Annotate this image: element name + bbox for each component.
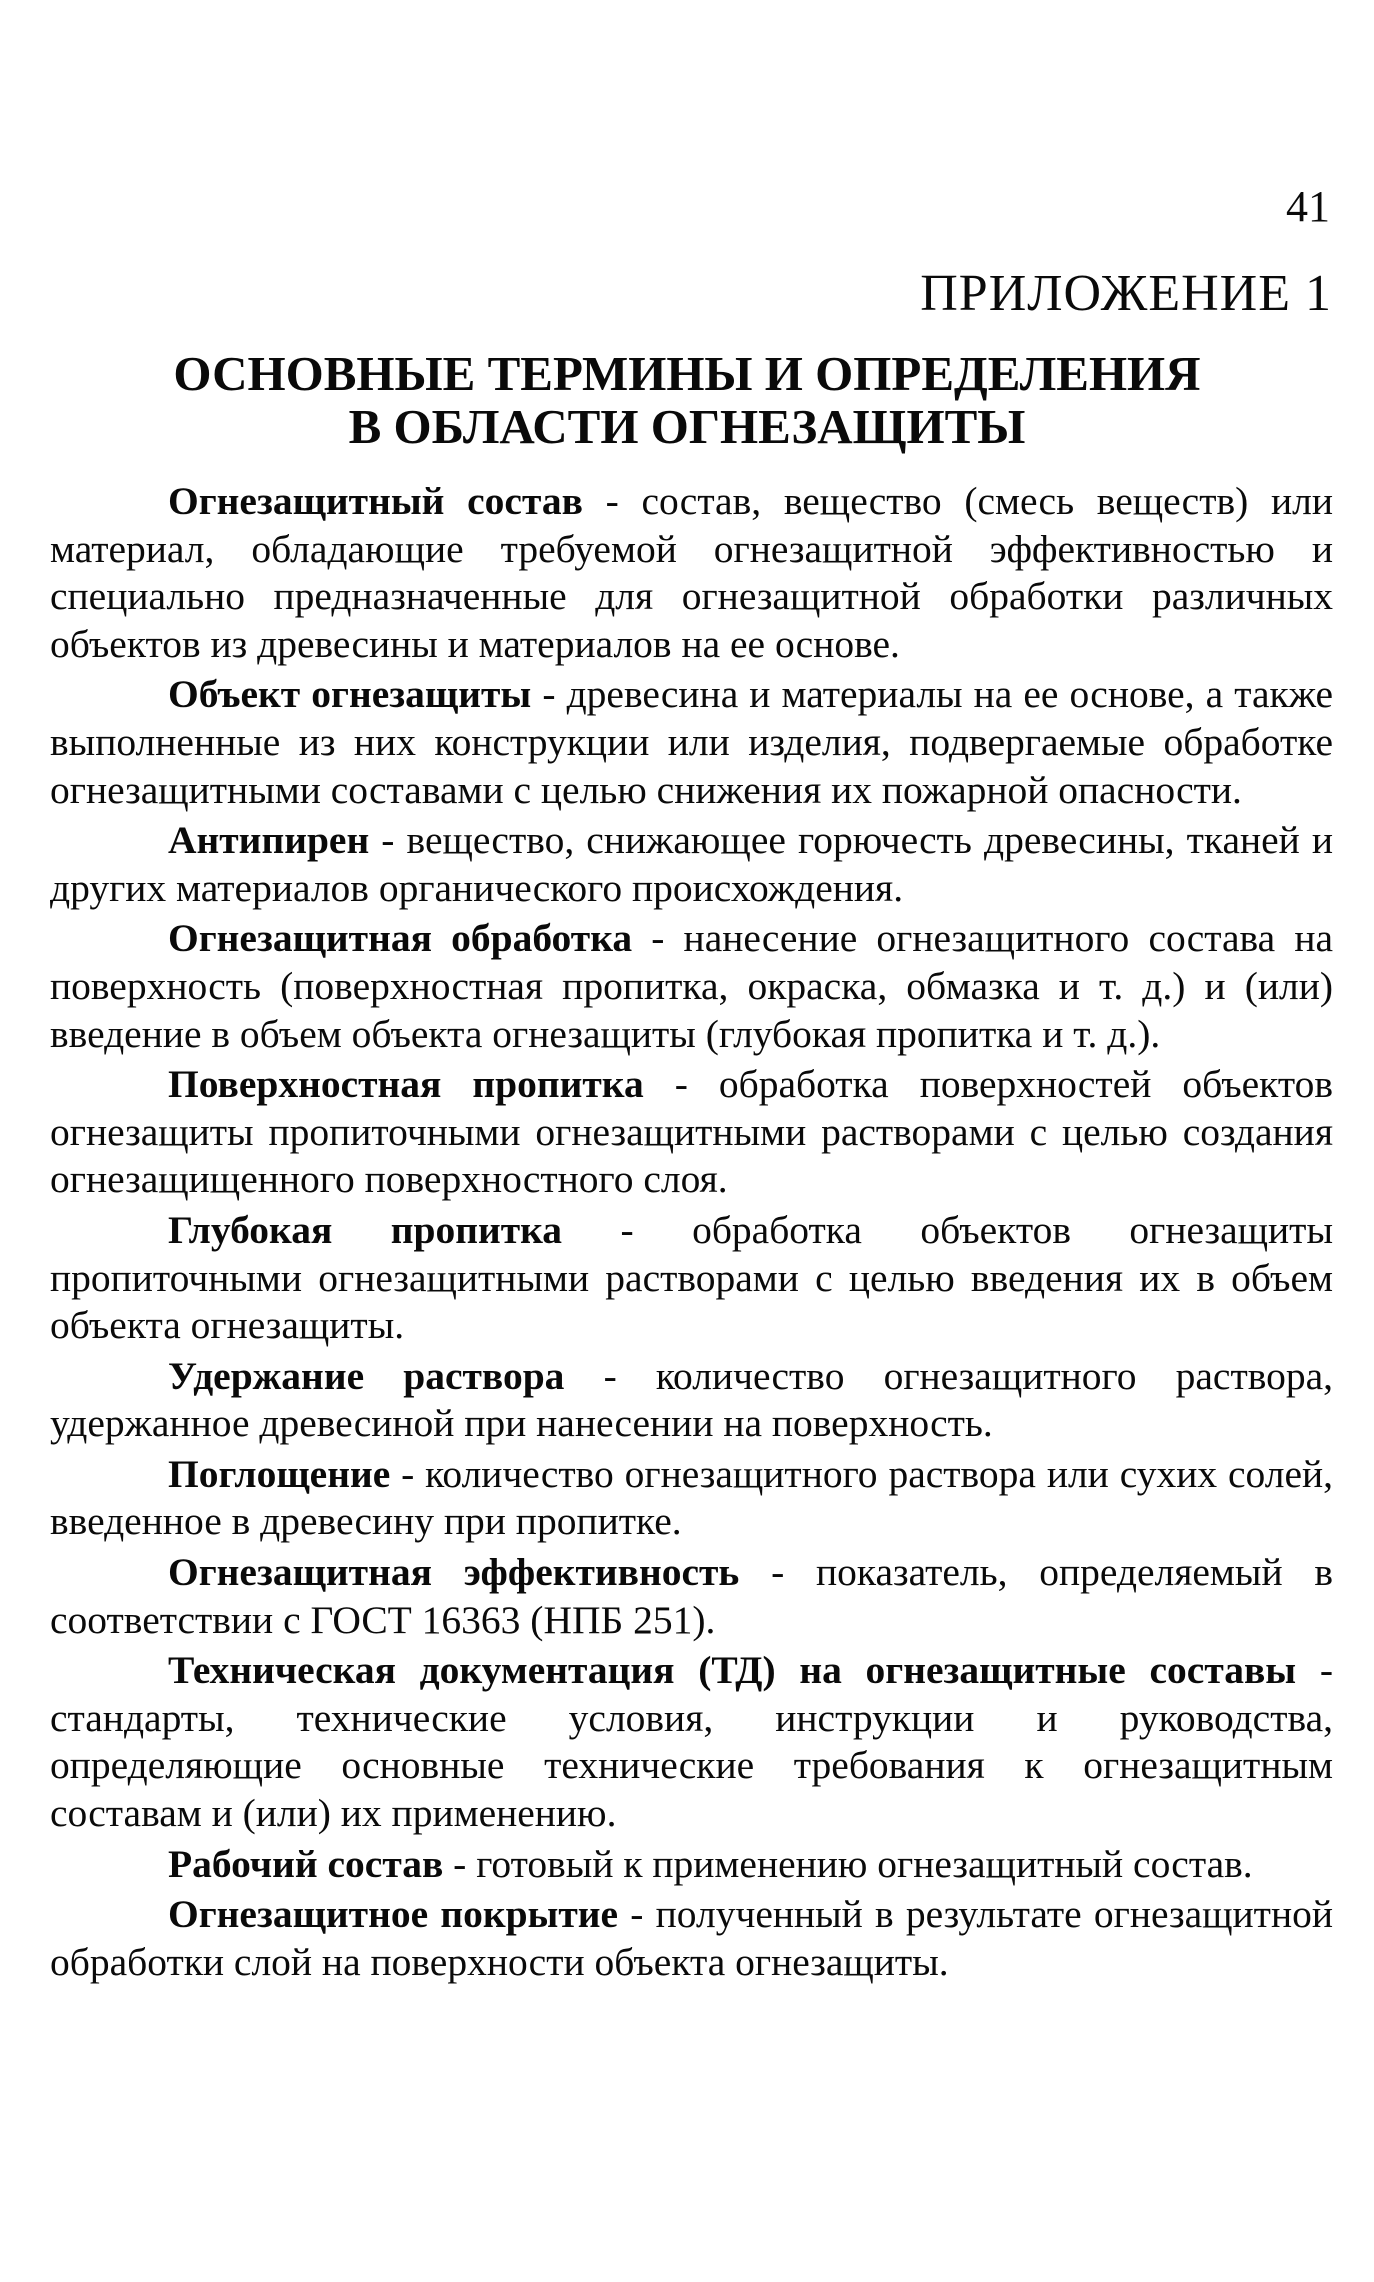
- term-entry: [50, 478, 1333, 668]
- term-name: Техническая документация (ТД) на огнезащитные составы: [168, 1648, 1297, 1693]
- term-definition: - нанесение огнезащитного состава на поверхность (поверхностная пропитка, окраска, обмазка и т. д.) и (или) введение в объем объекта огнезащиты (глубокая пропитка и т. д.).: [50, 916, 1333, 1056]
- term-name: Антипирен: [168, 818, 370, 863]
- term-definition: - стандарты, технические условия, инструкции и руководства, определяющие основные технические требования к огнезащитным составам и (или) их применению.: [50, 1648, 1334, 1836]
- appendix-label: ПРИЛОЖЕНИЕ 1: [920, 265, 1332, 322]
- term-entry: [50, 1353, 1333, 1448]
- term-definition: - обработка поверхностей объектов огнезащиты пропиточными огнезащитными растворами с целью создания огнезащищенного поверхностного слоя.: [50, 1062, 1333, 1202]
- term-definition: - полученный в результате огнезащитной обработки слой на поверхности объекта огнезащиты.: [50, 1892, 1333, 1984]
- term-entry: [50, 1061, 1333, 1204]
- term-entry: [50, 915, 1333, 1058]
- term-name: Огнезащитная обработка: [168, 916, 633, 961]
- term-entry: [50, 1451, 1333, 1546]
- term-entry: [50, 817, 1333, 912]
- term-definition: - обработка объектов огнезащиты пропиточными огнезащитными растворами с целью введения их в объем объекта огнезащиты.: [50, 1207, 1333, 1348]
- term-name: Удержание раствора: [168, 1353, 565, 1398]
- term-name: Глубокая пропитка: [168, 1207, 563, 1252]
- term-definition: - показатель, определяемый в соответствии с ГОСТ 16363 (НПБ 251).: [50, 1550, 1333, 1642]
- page-title: [0, 348, 1374, 454]
- term-definition: - древесина и материалы на ее основе, а также выполненные из них конструкции или изделия, подвергаемые обработке огнезащитными составами с целью снижения их пожарной опасности.: [50, 672, 1333, 812]
- term-name: Огнезащитная эффективность: [168, 1550, 740, 1595]
- term-definition: - готовый к применению огнезащитный состав.: [443, 1841, 1253, 1886]
- term-name: Объект огнезащиты: [168, 672, 532, 717]
- term-entry: [50, 1647, 1333, 1837]
- term-definition: - количество огнезащитного раствора или сухих солей, введенное в древесину при пропитке.: [50, 1451, 1333, 1544]
- term-name: Огнезащитное покрытие: [168, 1892, 619, 1937]
- term-name: Огнезащитный состав: [168, 479, 583, 523]
- term-entry: [50, 1841, 1333, 1889]
- term-definition: - вещество, снижающее горючесть древесины, тканей и других материалов органического происхождения.: [50, 818, 1333, 910]
- terms-list: [50, 478, 1333, 1989]
- title-line-1: ОСНОВНЫЕ ТЕРМИНЫ И ОПРЕДЕЛЕНИЯ: [173, 346, 1201, 401]
- title-line-2: В ОБЛАСТИ ОГНЕЗАЩИТЫ: [348, 398, 1026, 454]
- term-definition: - состав, вещество (смесь веществ) или материал, обладающие требуемой огнезащитной эффективностью и специально предназначенные для огнезащитной обработки различных объектов из древесины и материалов на ее основе.: [50, 479, 1333, 666]
- term-entry: [50, 1549, 1333, 1644]
- term-definition: - количество огнезащитного раствора, удержанное древесиной при нанесении на поверхность.: [50, 1353, 1333, 1446]
- term-entry: [50, 671, 1333, 814]
- term-name: Рабочий состав: [168, 1841, 444, 1886]
- term-name: Поверхностная пропитка: [168, 1062, 644, 1107]
- term-entry: [50, 1207, 1333, 1350]
- term-entry: [50, 1891, 1333, 1986]
- term-name: Поглощение: [168, 1451, 391, 1496]
- page-number: 41: [1286, 182, 1330, 231]
